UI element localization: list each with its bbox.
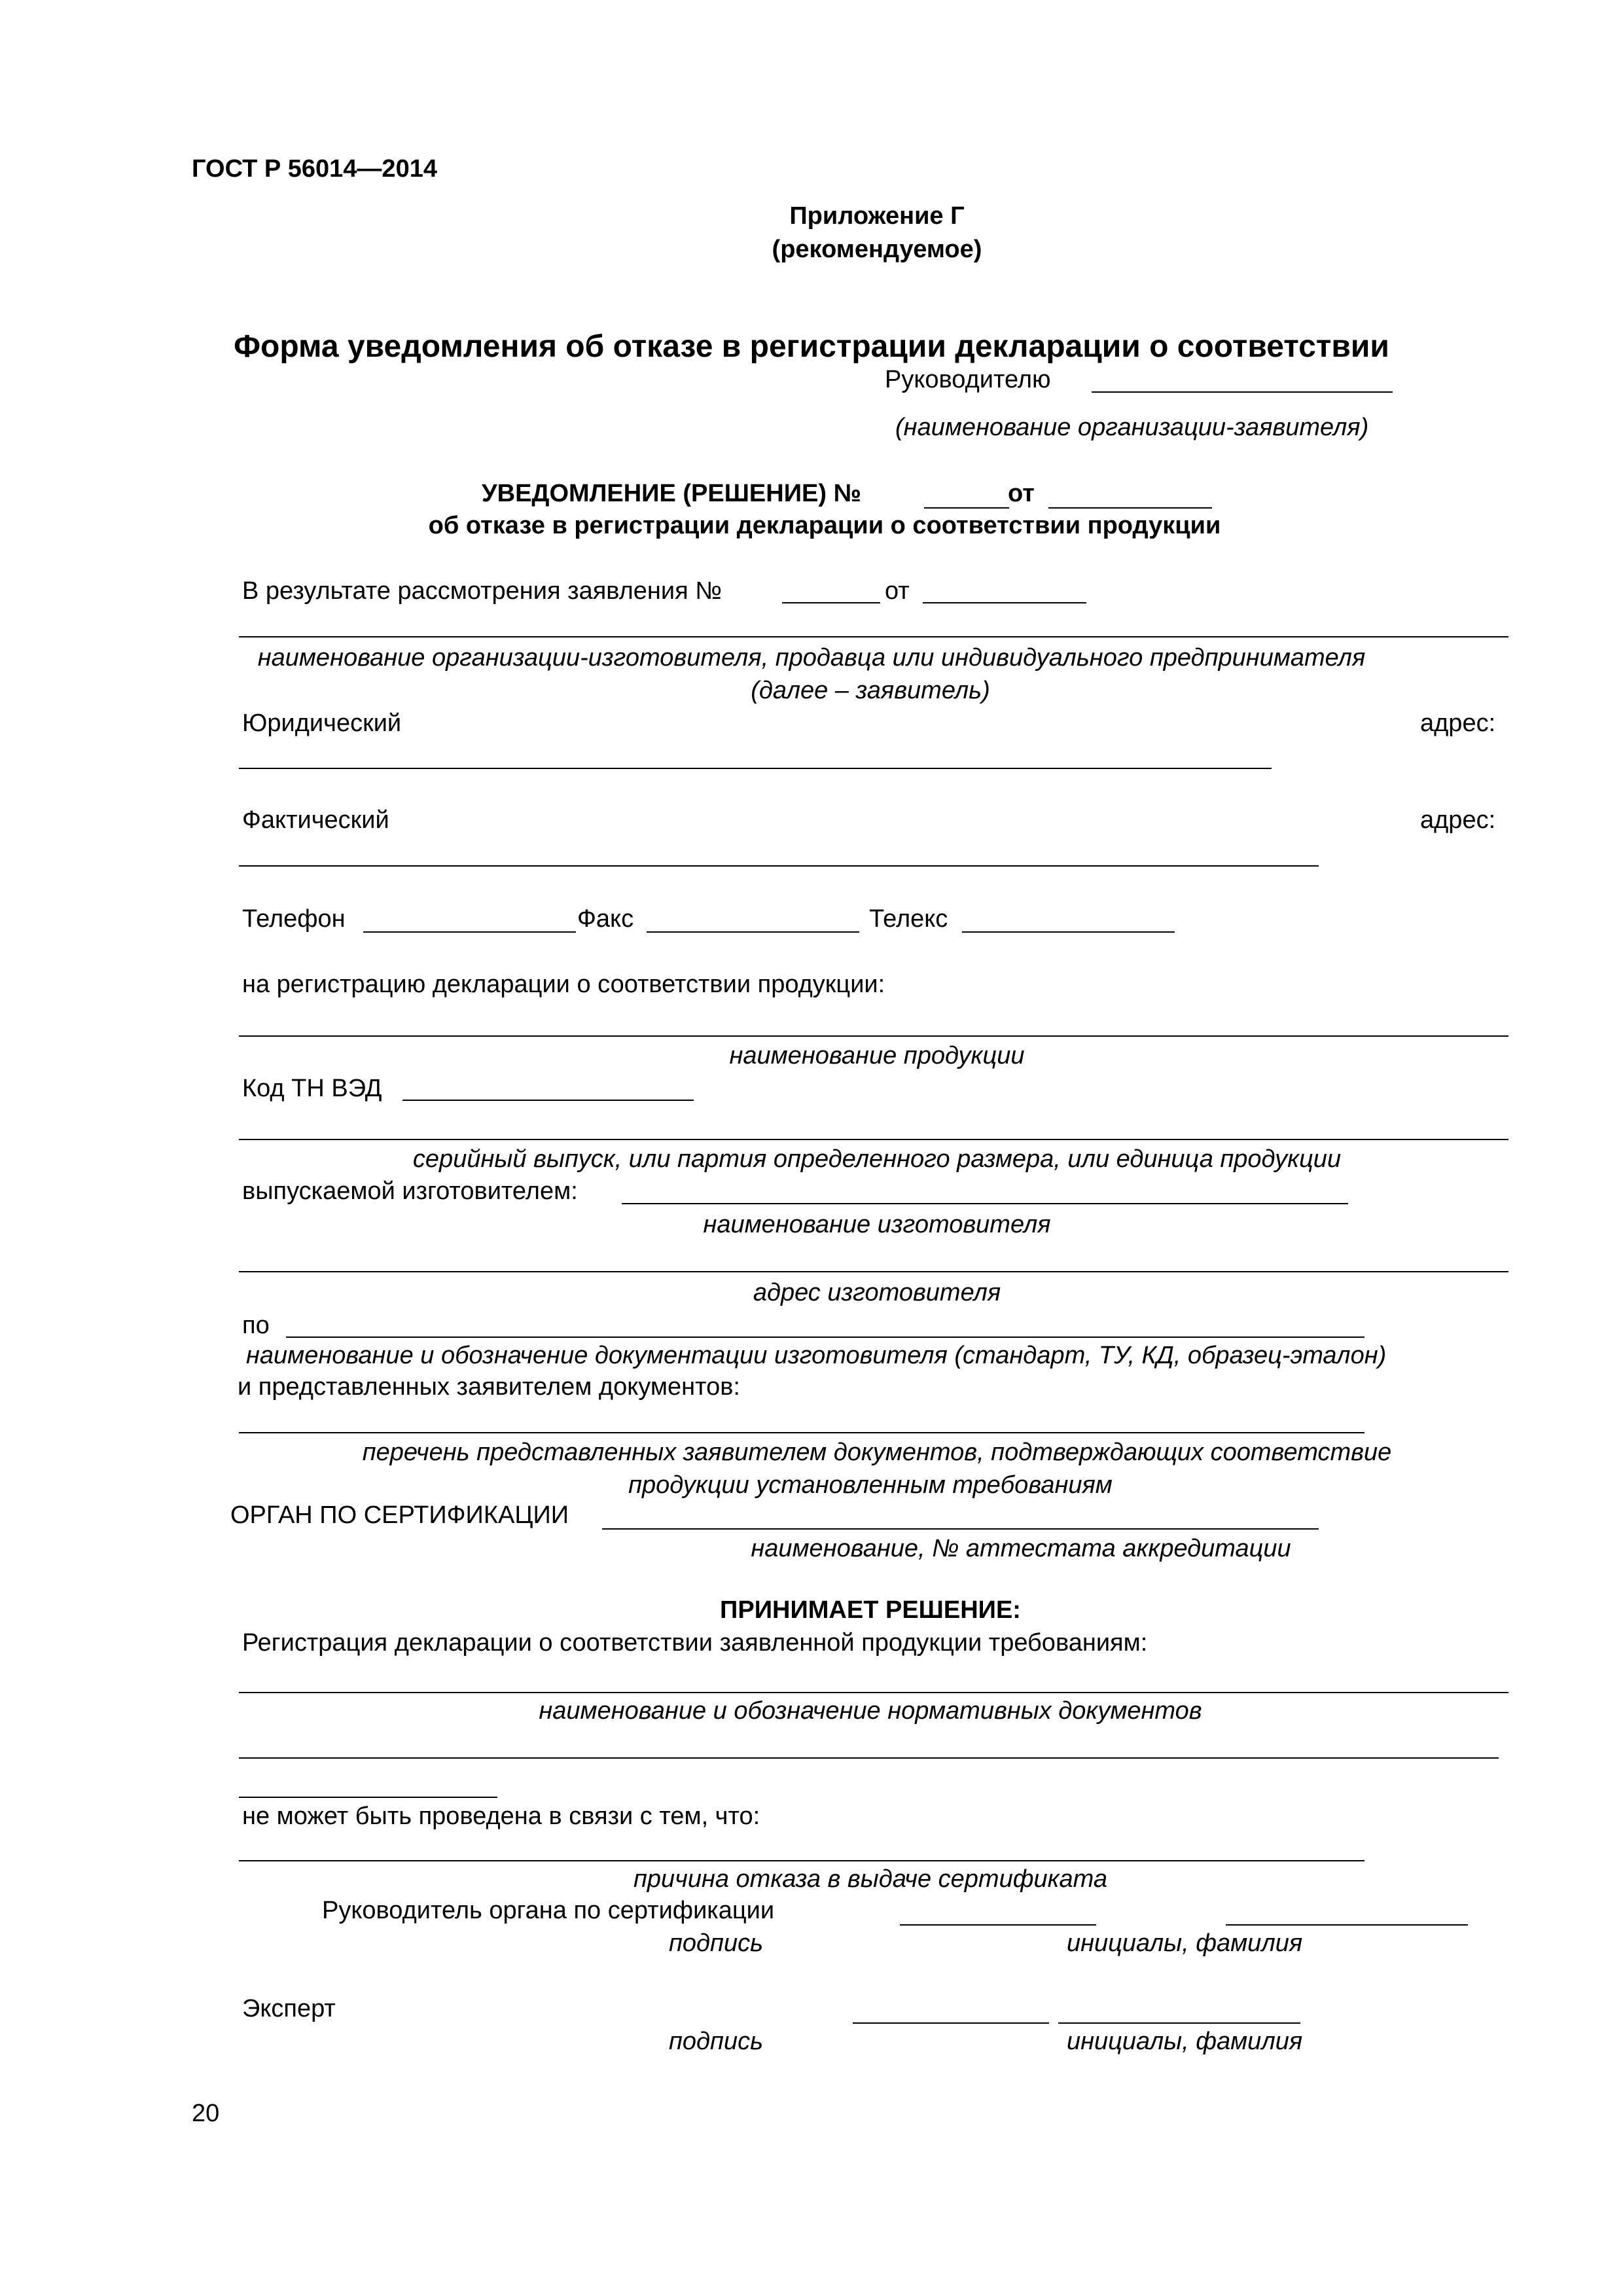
notice-number-field xyxy=(924,507,1009,509)
page-number: 20 xyxy=(192,2100,220,2127)
expert-signature-field xyxy=(853,2022,1049,2024)
normative-documents-line-3 xyxy=(239,1797,497,1798)
legal-address-word: адрес: xyxy=(1420,709,1496,737)
application-date-field xyxy=(923,602,1086,603)
actual-address-line xyxy=(239,865,1319,867)
applicant-caption: наименование организации-изготовителя, продавца или индивидуального предпринимателя xyxy=(257,644,1366,672)
telex-field xyxy=(962,931,1175,933)
head-signature-caption: подпись xyxy=(669,1929,764,1957)
notice-subtitle: об отказе в регистрации декларации о соответствии продукции xyxy=(428,512,1221,539)
fax-label: Факс xyxy=(577,905,634,933)
expert-name-field xyxy=(1058,2022,1300,2024)
actual-address-label: Фактический xyxy=(242,806,389,834)
manufacturer-caption: наименование изготовителя xyxy=(703,1211,1051,1238)
manufacturer-address-caption: адрес изготовителя xyxy=(753,1279,1001,1306)
head-signature-field xyxy=(900,1924,1096,1926)
addressee-caption: (наименование организации-заявителя) xyxy=(895,414,1369,441)
standard-designation: ГОСТ Р 56014—2014 xyxy=(192,155,437,183)
notice-date-field xyxy=(1048,507,1212,509)
legal-address-label: Юридический xyxy=(242,709,402,737)
normative-caption: наименование и обозначение нормативных документов xyxy=(539,1697,1202,1725)
documentation-caption: наименование и обозначение документации изготовителя (стандарт, ТУ, КД, образец-эталон) xyxy=(246,1342,1387,1369)
telex-label: Телекс xyxy=(869,905,948,933)
notice-date-label: от xyxy=(1008,480,1035,507)
reason-caption: причина отказа в выдаче сертификата xyxy=(633,1865,1108,1893)
impossible-text: не может быть проведена в связи с тем, что: xyxy=(242,1803,760,1830)
documentation-field xyxy=(286,1336,1364,1338)
normative-documents-line xyxy=(239,1692,1508,1693)
application-number-field xyxy=(782,602,880,603)
notice-title: УВЕДОМЛЕНИЕ (РЕШЕНИЕ) № xyxy=(482,480,861,507)
registration-text: на регистрацию декларации о соответствии продукции: xyxy=(242,971,885,998)
manufacturer-label: выпускаемой изготовителем: xyxy=(242,1177,578,1205)
addressee-label: Руководителю xyxy=(885,366,1051,393)
submitted-label: и представленных заявителем документов: xyxy=(238,1373,740,1401)
expert-signature-caption: подпись xyxy=(669,2028,764,2055)
appendix-title: Приложение Г xyxy=(789,202,965,230)
decision-title: ПРИНИМАЕТ РЕШЕНИЕ: xyxy=(720,1596,1021,1624)
expert-name-caption: инициалы, фамилия xyxy=(1067,2028,1303,2055)
expert-label: Эксперт xyxy=(242,1995,336,2022)
head-name-field xyxy=(1226,1924,1468,1926)
normative-documents-line-2 xyxy=(239,1757,1499,1759)
phone-field xyxy=(363,931,576,933)
certification-body-caption: наименование, № аттестата аккредитации xyxy=(751,1535,1291,1562)
addressee-field xyxy=(1092,391,1393,393)
reason-line xyxy=(239,1860,1364,1861)
fax-field xyxy=(647,931,859,933)
head-label: Руководитель органа по сертификации xyxy=(322,1897,775,1924)
tnved-field xyxy=(402,1100,694,1101)
appendix-status: (рекомендуемое) xyxy=(772,236,982,263)
manufacturer-address-line xyxy=(239,1271,1508,1272)
head-name-caption: инициалы, фамилия xyxy=(1067,1929,1303,1957)
review-text: В результате рассмотрения заявления № xyxy=(242,577,722,605)
product-name-line xyxy=(239,1035,1508,1037)
actual-address-word: адрес: xyxy=(1420,806,1496,834)
form-title: Форма уведомления об отказе в регистрации декларации о соответствии xyxy=(234,329,1389,364)
decision-text: Регистрация декларации о соответствии заявленной продукции требованиям: xyxy=(242,1629,1148,1657)
batch-caption: серийный выпуск, или партия определенного размера, или единица продукции xyxy=(412,1145,1342,1173)
by-label: по xyxy=(242,1312,270,1339)
application-date-label: от xyxy=(885,577,910,605)
certification-body-field xyxy=(602,1528,1319,1530)
submitted-documents-line xyxy=(239,1432,1364,1433)
phone-label: Телефон xyxy=(242,905,346,933)
certification-body-label: ОРГАН ПО СЕРТИФИКАЦИИ xyxy=(230,1501,569,1529)
applicant-name-line xyxy=(239,636,1508,637)
applicant-caption-2: (далее – заявитель) xyxy=(751,677,990,704)
submitted-caption: перечень представленных заявителем документов, подтверждающих соответствие xyxy=(362,1439,1392,1466)
legal-address-line xyxy=(239,768,1272,769)
tnved-label: Код ТН ВЭД xyxy=(242,1075,382,1102)
product-caption: наименование продукции xyxy=(729,1042,1025,1069)
manufacturer-field xyxy=(622,1203,1348,1204)
submitted-caption-2: продукции установленным требованиям xyxy=(628,1471,1113,1499)
batch-line xyxy=(239,1139,1508,1140)
